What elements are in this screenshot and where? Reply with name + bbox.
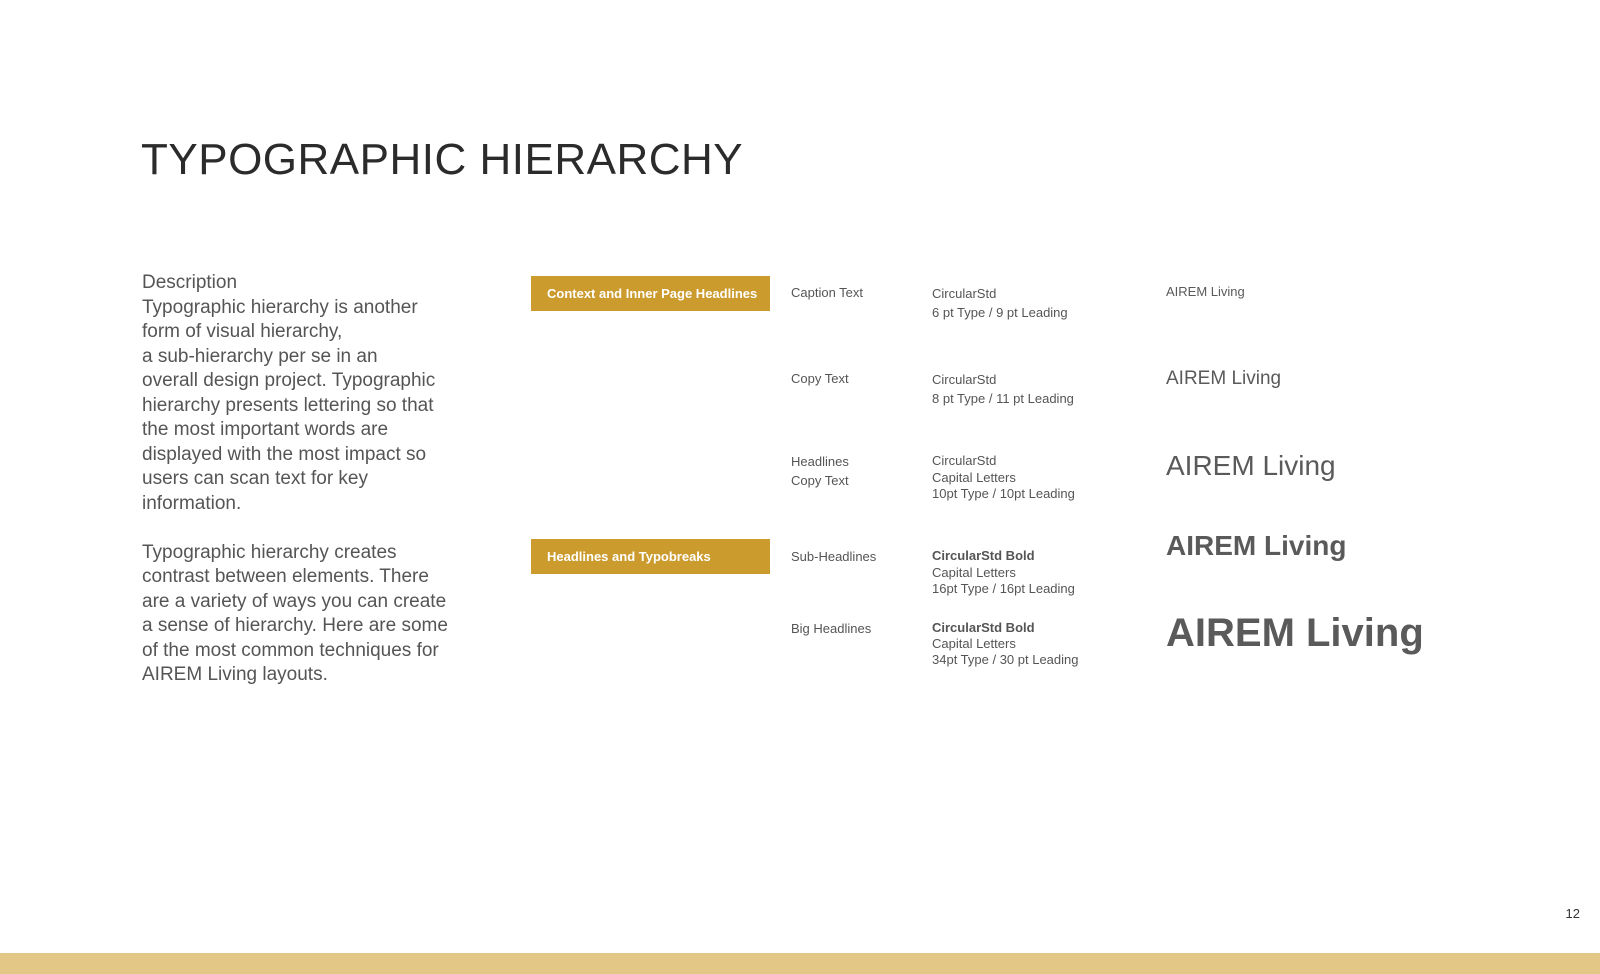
row-label-headlines-copy-text: Headlines Copy Text [791, 454, 849, 488]
row-label-copy-text: Copy Text [791, 371, 849, 386]
spec-detail: 6 pt Type / 9 pt Leading [932, 305, 1068, 320]
row-spec-copy-text [932, 370, 1074, 408]
tag-headlines-typobreaks: Headlines and Typobreaks [531, 539, 770, 574]
row-spec-caption-text [932, 284, 1068, 322]
sample-headlines-copy-text: AIREM Living [1166, 450, 1336, 481]
spec-font: CircularStd [932, 453, 997, 468]
row-spec-sub-headlines [932, 548, 1075, 598]
sample-caption-text: AIREM Living [1166, 284, 1245, 299]
spec-detail: 8 pt Type / 11 pt Leading [932, 391, 1074, 406]
row-label-caption-text: Caption Text [791, 285, 864, 300]
row-spec-headlines-copy-text [932, 453, 1075, 503]
sample-sub-headlines: AIREM Living [1166, 530, 1347, 561]
description-block [142, 271, 472, 688]
page-title: TYPOGRAPHIC HIERARCHY [141, 135, 744, 184]
spec-detail: 34pt Type / 30 pt Leading [932, 652, 1079, 667]
description-paragraph-2: Typographic hierarchy creates contrast between elements. There are a variety of ways you can create a sense of hierarchy. Here are some of the most common techniques for AIREM Living layouts. [142, 541, 448, 685]
spec-detail: 16pt Type / 16pt Leading [932, 581, 1075, 596]
sample-big-headlines: AIREM Living [1166, 611, 1424, 655]
spec-font: CircularStd [932, 372, 997, 387]
spec-detail: Capital Letters [932, 636, 1016, 651]
row-label-sub-headlines: Sub-Headlines [791, 549, 877, 564]
footer-bar [0, 953, 1600, 974]
row-label-big-headlines: Big Headlines [791, 621, 872, 636]
spec-font: CircularStd Bold [932, 548, 1035, 563]
spec-font: CircularStd [932, 286, 997, 301]
spec-font: CircularStd Bold [932, 620, 1035, 635]
row-spec-big-headlines [932, 620, 1079, 668]
paragraph-spacer [142, 516, 472, 541]
page-number: 12 [1565, 906, 1580, 921]
spec-detail: 10pt Type / 10pt Leading [932, 486, 1075, 501]
sample-copy-text: AIREM Living [1166, 368, 1282, 389]
spec-detail: Capital Letters [932, 564, 1016, 580]
spec-detail: Capital Letters [932, 469, 1016, 485]
description-paragraph-1: Description Typographic hierarchy is another form of visual hierarchy, a sub-hierarchy per se in an overall design project. Typographic hierarchy presents lettering so that the most important words are displayed with the most impact so users can scan text for key information. [142, 272, 436, 514]
tag-context-inner-page-headlines: Context and Inner Page Headlines [531, 276, 770, 311]
